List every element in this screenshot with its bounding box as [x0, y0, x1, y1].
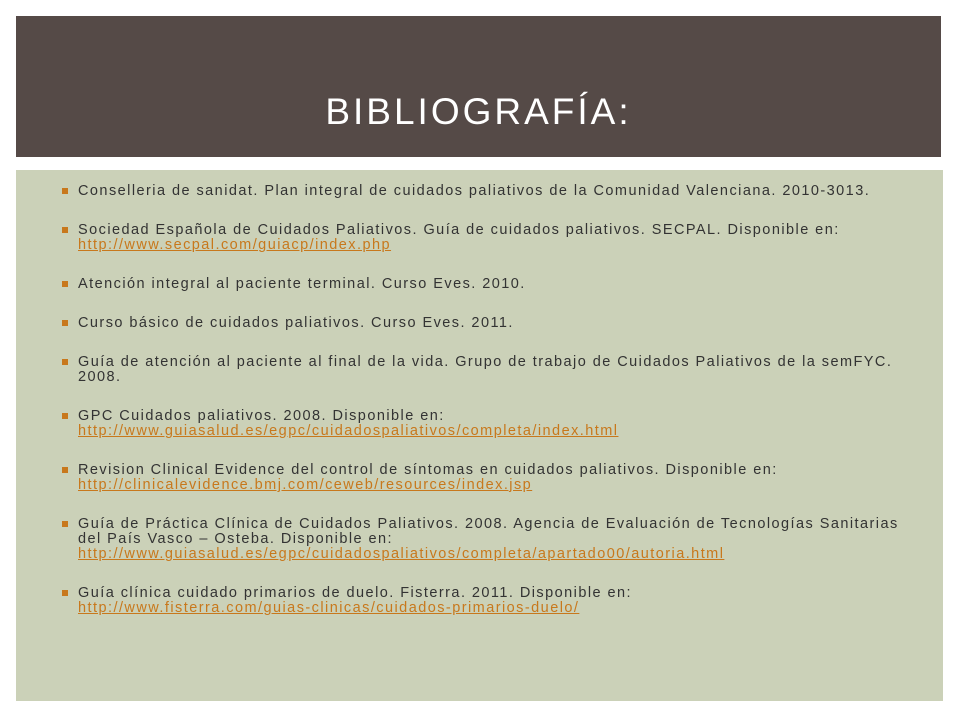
square-bullet-icon: [62, 590, 68, 596]
content-box: [16, 170, 943, 701]
square-bullet-icon: [62, 320, 68, 326]
bibliography-item: [62, 355, 922, 385]
square-bullet-icon: [62, 227, 68, 233]
title-band: [16, 16, 941, 157]
bibliography-item: [62, 517, 922, 562]
bibliography-item: [62, 184, 922, 199]
slide-title: BIBLIOGRAFÍA:: [325, 91, 632, 132]
reference-link[interactable]: http://www.guiasalud.es/egpc/cuidadospaliativos/completa/apartado00/autoria.html: [78, 546, 725, 562]
bibliography-item: [62, 223, 922, 253]
reference-text: Sociedad Española de Cuidados Paliativos. Guía de cuidados paliativos. SECPAL. Disponible en:: [78, 222, 840, 238]
bibliography-item: [62, 463, 922, 493]
square-bullet-icon: [62, 467, 68, 473]
reference-link[interactable]: http://www.guiasalud.es/egpc/cuidadospaliativos/completa/index.html: [78, 423, 619, 439]
square-bullet-icon: [62, 188, 68, 194]
reference-link[interactable]: http://www.secpal.com/guiacp/index.php: [78, 237, 392, 253]
reference-text: Revision Clinical Evidence del control de síntomas en cuidados paliativos. Disponible en:: [78, 462, 778, 478]
reference-text: Guía clínica cuidado primarios de duelo. Fisterra. 2011. Disponible en:: [78, 585, 633, 601]
reference-text: Conselleria de sanidat. Plan integral de cuidados paliativos de la Comunidad Valenciana. 2010-3013.: [78, 183, 871, 199]
reference-link[interactable]: http://clinicalevidence.bmj.com/ceweb/resources/index.jsp: [78, 477, 533, 493]
reference-text: GPC Cuidados paliativos. 2008. Disponible en:: [78, 408, 445, 424]
square-bullet-icon: [62, 281, 68, 287]
reference-text: Guía de atención al paciente al final de la vida. Grupo de trabajo de Cuidados Paliativos de la semFYC. 2008.: [78, 354, 893, 385]
reference-text: Curso básico de cuidados paliativos. Curso Eves. 2011.: [78, 315, 514, 331]
reference-link[interactable]: http://www.fisterra.com/guias-clinicas/cuidados-primarios-duelo/: [78, 600, 580, 616]
square-bullet-icon: [62, 413, 68, 419]
square-bullet-icon: [62, 359, 68, 365]
bibliography-list: [62, 184, 922, 640]
bibliography-item: [62, 277, 922, 292]
reference-text: Atención integral al paciente terminal. Curso Eves. 2010.: [78, 276, 526, 292]
square-bullet-icon: [62, 521, 68, 527]
reference-text: Guía de Práctica Clínica de Cuidados Paliativos. 2008. Agencia de Evaluación de Tecnologías Sanitarias del País Vasco – Osteba. Disponible en:: [78, 516, 899, 547]
bibliography-item: [62, 409, 922, 439]
bibliography-item: [62, 316, 922, 331]
bibliography-item: [62, 586, 922, 616]
